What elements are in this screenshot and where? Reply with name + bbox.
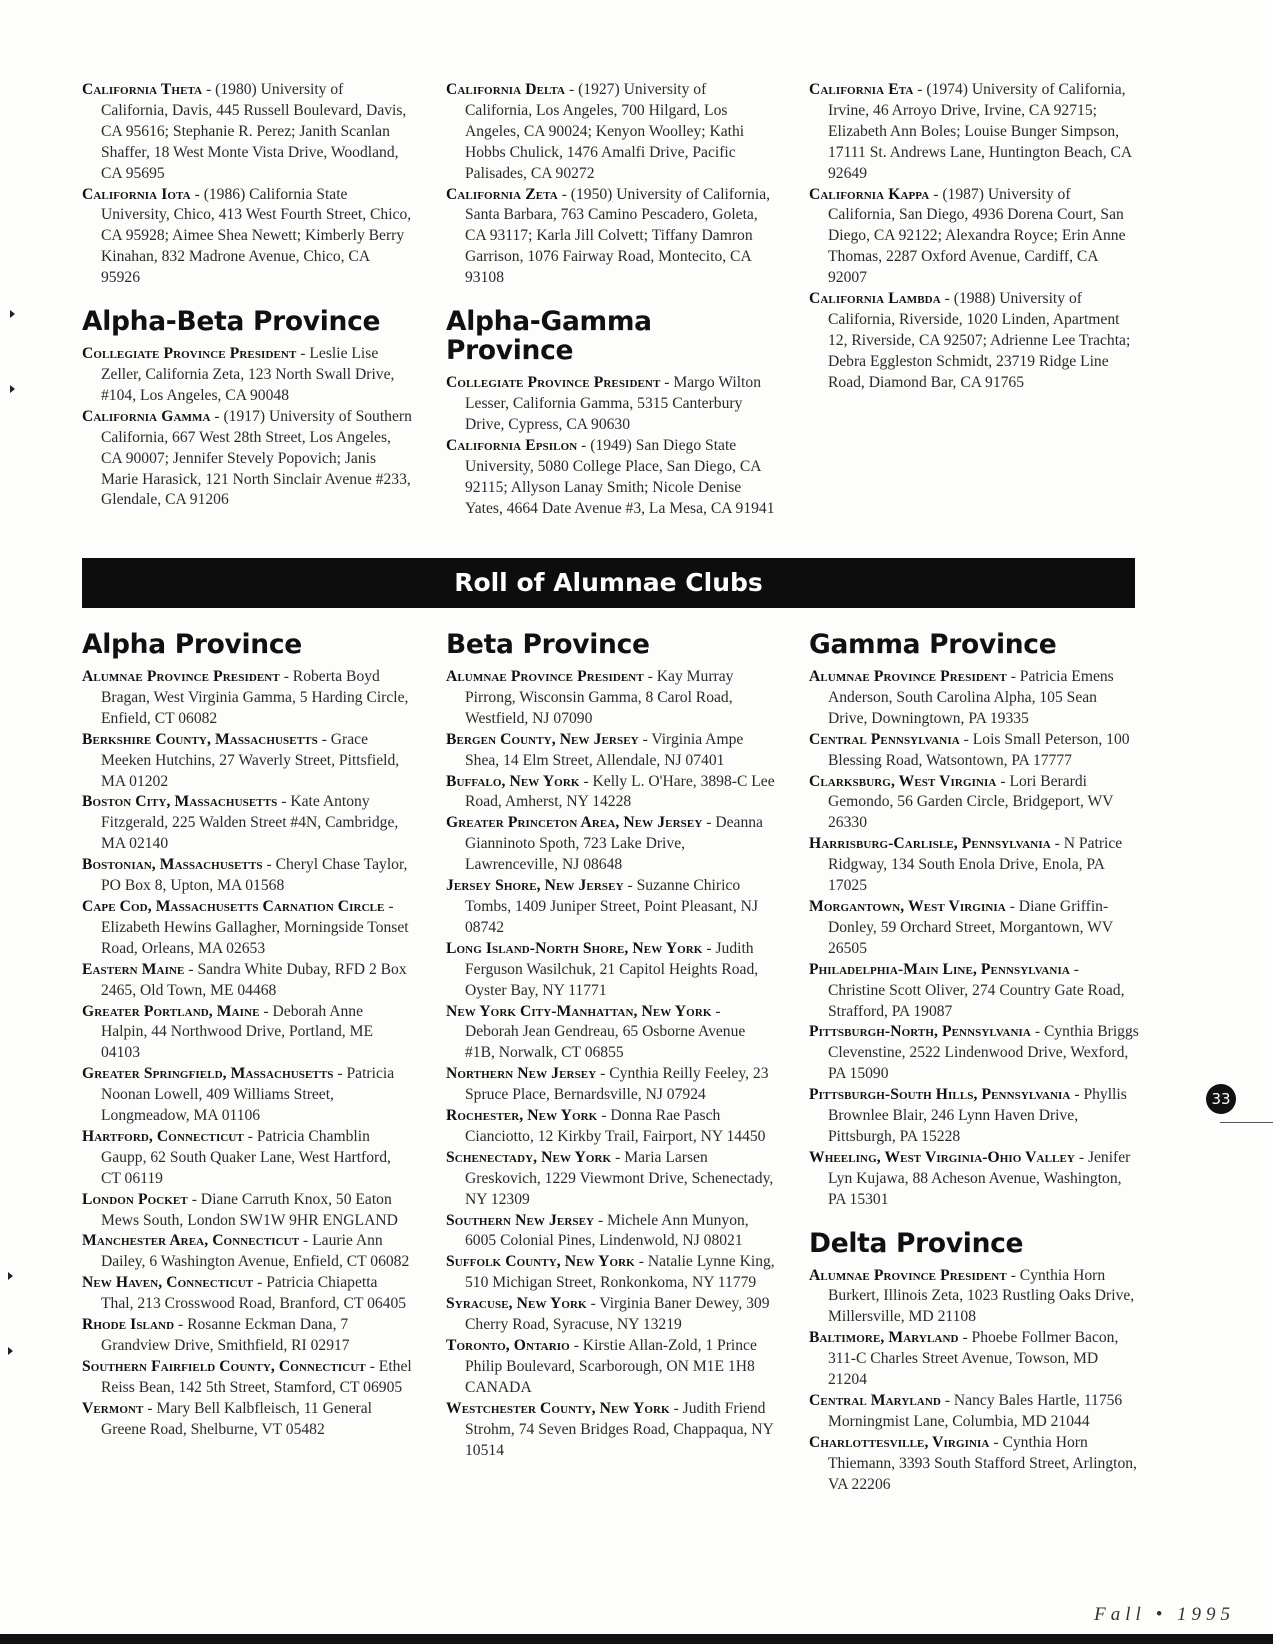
entry-details: - (1987) University of California, San Diego, 4936 Dorena Court, San Diego, CA 92122; Alexandra Royce; Erin Anne Thomas, 2287 Oxford Avenue, Cardiff, CA 92007 — [828, 185, 1126, 287]
entry-details: - Deanna Gianninoto Spoth, 723 Lake Drive, Lawrenceville, NJ 08648 — [465, 814, 763, 874]
entry-name: Alumnae Province President — [446, 668, 644, 685]
entry-name: Schenectady, New York — [446, 1148, 612, 1166]
entry — [809, 960, 1139, 1023]
entry-name: Berkshire County, Massachusetts — [82, 730, 318, 748]
entry-details: - Elizabeth Hewins Gallagher, Morningside Tonset Road, Orleans, MA 02653 — [101, 897, 409, 957]
entry-details: - Phyllis Brownlee Blair, 246 Lynn Haven Drive, Pittsburgh, PA 15228 — [828, 1086, 1127, 1145]
alumnae-column-2 — [446, 630, 776, 1461]
entry — [809, 1328, 1139, 1391]
entry-details: - Nancy Bales Hartle, 11756 Morningmist Lane, Columbia, MD 21044 — [828, 1392, 1123, 1430]
entry-name: Rhode Island — [82, 1316, 175, 1334]
entry — [809, 772, 1139, 835]
entry-details: - Cynthia Reilly Feeley, 23 Spruce Place, Bernardsville, NJ 07924 — [465, 1065, 769, 1104]
entry-list — [446, 667, 776, 1461]
margin-mark — [8, 1272, 13, 1280]
entry-details: - Donna Rae Pasch Cianciotto, 12 Kirkby Trail, Fairport, NY 14450 — [465, 1107, 766, 1145]
entry-details: - Phoebe Follmer Bacon, 311-C Charles Street Avenue, Towson, MD 21204 — [828, 1329, 1119, 1389]
entry-details: - Michele Ann Munyon, 6005 Colonial Pines, Lindenwold, NJ 08021 — [465, 1211, 749, 1250]
entry — [82, 185, 412, 290]
entry — [809, 80, 1139, 185]
entry — [809, 1022, 1139, 1085]
entry-details: - Patricia Chiapetta Thal, 213 Crosswood Road, Branford, CT 06405 — [101, 1274, 407, 1313]
entry — [446, 80, 776, 185]
entry-name: Baltimore, Maryland — [809, 1329, 959, 1347]
entry — [82, 1315, 412, 1357]
entry — [82, 1273, 412, 1315]
entry — [446, 373, 776, 436]
province-heading-gamma: Gamma Province — [809, 629, 1057, 660]
entry-details: - Margo Wilton Lesser, California Gamma, 5315 Canterbury Drive, Cypress, CA 90630 — [465, 374, 761, 433]
entry-name: London Pocket — [82, 1190, 188, 1208]
entry-name: Bostonian, Massachusetts — [82, 856, 263, 874]
entry — [446, 1064, 776, 1106]
entry — [809, 1391, 1139, 1433]
entry-name: Philadelphia-Main Line, Pennsylvania — [809, 960, 1070, 978]
entry-name: California Eta — [809, 81, 914, 98]
entry-list — [446, 80, 776, 289]
entry — [446, 436, 776, 520]
entry-details: - Kelly L. O'Hare, 3898-C Lee Road, Amherst, NY 14228 — [465, 772, 775, 811]
entry — [446, 876, 776, 939]
entry — [82, 407, 412, 512]
entry-details: - Maria Larsen Greskovich, 1229 Viewmont Drive, Schenectady, NY 12309 — [465, 1148, 774, 1208]
entry-list — [82, 344, 412, 511]
entry-details: - Judith Ferguson Wasilchuk, 21 Capitol Heights Road, Oyster Bay, NY 11771 — [465, 939, 759, 999]
entry-name: Suffolk County, New York — [446, 1253, 635, 1271]
entry-list — [82, 667, 412, 1441]
entry-details: - (1950) University of California, Santa Barbara, 763 Camino Pescadero, Goleta, CA 93117; Karla Jill Colvett; Tiffany Damron Garrison, 1076 Fairway Road, Montecito, CA 93108 — [465, 185, 771, 287]
entry-name: Jersey Shore, New Jersey — [446, 877, 624, 895]
entry-name: Cape Cod, Massachusetts Carnation Circle — [82, 897, 385, 915]
entry-name: Collegiate Province President — [82, 345, 297, 363]
entry — [446, 667, 776, 730]
entry-name: Northern New Jersey — [446, 1065, 597, 1083]
entry-name: Clarksburg, West Virginia — [809, 772, 997, 790]
entry — [82, 1002, 412, 1065]
province-heading-beta: Beta Province — [446, 629, 650, 660]
entry-details: - Lois Small Peterson, 100 Blessing Road, Watsontown, PA 17777 — [828, 730, 1130, 769]
entry-name: Alumnae Province President — [809, 1266, 1007, 1284]
entry-name: Harrisburg-Carlisle, Pennsylvania — [809, 835, 1051, 853]
entry — [809, 730, 1139, 772]
entry-name: Toronto, Ontario — [446, 1337, 570, 1354]
alumnae-column-1 — [82, 630, 412, 1441]
entry-details: - Judith Friend Strohm, 74 Seven Bridges Road, Chappaqua, NY 10514 — [465, 1399, 774, 1459]
entry-name: Charlottesville, Virginia — [809, 1433, 990, 1451]
entry-name: California Theta — [82, 81, 203, 98]
entry-name: California Zeta — [446, 185, 558, 203]
entry-details: - Virginia Ampe Shea, 14 Elm Street, Allendale, NJ 07401 — [465, 730, 744, 769]
margin-mark — [10, 310, 15, 318]
entry-name: Central Pennsylvania — [809, 730, 960, 748]
entry-name: Rochester, New York — [446, 1107, 598, 1125]
entry — [809, 897, 1139, 960]
entry — [82, 1064, 412, 1127]
badge-rule — [1220, 1122, 1273, 1123]
entry-details: - Virginia Baner Dewey, 309 Cherry Road, Syracuse, NY 13219 — [465, 1295, 770, 1334]
entry-details: - Cynthia Horn Burkert, Illinois Zeta, 1023 Rustling Oaks Drive, Millersville, MD 21108 — [828, 1266, 1135, 1326]
entry-details: - (1974) University of California, Irvine, 46 Arroyo Drive, Irvine, CA 92715; Elizabeth Ann Boles; Louise Bunger Simpson, 17111 St. Andrews Lane, Huntington Beach, CA 92649 — [828, 81, 1132, 182]
entry-details: - (1927) University of California, Los Angeles, 700 Hilgard, Los Angeles, CA 90024; Kenyon Woolley; Kathi Hobbs Chulick, 1476 Amalfi Drive, Pacific Palisades, CA 90272 — [465, 81, 745, 182]
entry-details: - Sandra White Dubay, RFD 2 Box 2465, Old Town, ME 04468 — [101, 960, 407, 999]
entry-details: - Deborah Jean Gendreau, 65 Osborne Avenue #1B, Norwalk, CT 06855 — [465, 1002, 746, 1062]
entry-details: - Jenifer Lyn Kujawa, 88 Acheson Avenue, Washington, PA 15301 — [828, 1148, 1131, 1208]
entry-list — [809, 1266, 1139, 1496]
entry-name: Pittsburgh-North, Pennsylvania — [809, 1023, 1031, 1041]
entry-details: - Cynthia Horn Thiemann, 3393 South Stafford Street, Arlington, VA 22206 — [828, 1433, 1137, 1493]
entry — [82, 960, 412, 1002]
entry — [446, 1211, 776, 1253]
entry — [446, 1252, 776, 1294]
entry — [446, 1148, 776, 1211]
entry — [446, 1336, 776, 1399]
entry-details: - Kay Murray Pirrong, Wisconsin Gamma, 8 Carol Road, Westfield, NJ 07090 — [465, 668, 734, 727]
province-heading-delta: Delta Province — [809, 1227, 1024, 1259]
entry-details: - Suzanne Chirico Tombs, 1409 Juniper Street, Point Pleasant, NJ 08742 — [465, 877, 759, 936]
entry-name: Alumnae Province President — [809, 668, 1007, 685]
entry — [82, 80, 412, 185]
entry-name: Collegiate Province President — [446, 374, 661, 392]
entry-name: Central Maryland — [809, 1392, 941, 1409]
footer-issue: Fall • 1995 — [1094, 1604, 1235, 1625]
entry-details: - Kate Antony Fitzgerald, 225 Walden Street #4N, Cambridge, MA 02140 — [101, 793, 399, 853]
entry — [809, 1266, 1139, 1329]
entry — [446, 1002, 776, 1065]
entry-details: - (1949) San Diego State University, 5080 College Place, San Diego, CA 92115; Allyson Lanay Smith; Nicole Denise Yates, 4664 Date Avenue #3, La Mesa, CA 91941 — [465, 436, 775, 517]
entry-name: New York City-Manhattan, New York — [446, 1002, 712, 1020]
entry — [809, 1433, 1139, 1496]
entry-list — [809, 80, 1139, 394]
entry-list — [82, 80, 412, 289]
entry — [82, 855, 412, 897]
page-number-badge: 33 — [1206, 1084, 1236, 1114]
entry — [809, 185, 1139, 290]
entry-details: - Diane Carruth Knox, 50 Eaton Mews South, London SW1W 9HR ENGLAND — [101, 1190, 398, 1229]
entry-details: - Patricia Emens Anderson, South Carolina Alpha, 105 Sean Drive, Downingtown, PA 19335 — [828, 668, 1114, 727]
entry-name: Greater Springfield, Massachusetts — [82, 1065, 334, 1083]
entry — [446, 1106, 776, 1148]
entry-details: - Lori Berardi Gemondo, 56 Garden Circle, Bridgeport, WV 26330 — [828, 772, 1114, 832]
entry-details: - Deborah Anne Halpin, 44 Northwood Drive, Portland, ME 04103 — [101, 1002, 373, 1062]
entry-details: - Patricia Chamblin Gaupp, 62 South Quaker Lane, West Hartford, CT 06119 — [101, 1127, 391, 1187]
entry — [82, 1231, 412, 1273]
entry-name: Boston City, Massachusetts — [82, 793, 278, 811]
entry-details: - Cynthia Briggs Clevenstine, 2522 Lindenwood Drive, Wexford, PA 15090 — [828, 1023, 1139, 1083]
entry-details: - (1986) California State University, Chico, 413 West Fourth Street, Chico, CA 95928; Aimee Shea Newett; Kimberly Berry Kinahan, 832 Madrone Avenue, Chico, CA 95926 — [101, 185, 412, 287]
entry-details: - Leslie Lise Zeller, California Zeta, 123 North Swall Drive, #104, Los Angeles, CA 90048 — [101, 345, 395, 404]
entry — [809, 667, 1139, 730]
entry — [446, 1294, 776, 1336]
entry-details: - Kirstie Allan-Zold, 1 Prince Philip Boulevard, Scarborough, ON M1E 1H8 CANADA — [465, 1337, 757, 1396]
entry — [446, 813, 776, 876]
entry-details: - Diane Griffin-Donley, 59 Orchard Street, Morgantown, WV 26505 — [828, 897, 1113, 957]
entry-details: - Laurie Ann Dailey, 6 Washington Avenue, Enfield, CT 06082 — [101, 1232, 410, 1271]
province-heading-alpha-beta: Alpha-Beta Province — [82, 306, 381, 338]
entry-details: - Christine Scott Oliver, 274 Country Gate Road, Strafford, PA 19087 — [828, 960, 1125, 1020]
entry — [82, 1399, 412, 1441]
entry — [82, 1127, 412, 1190]
entry-details: - N Patrice Ridgway, 134 South Enola Drive, Enola, PA 17025 — [828, 835, 1123, 895]
margin-mark — [8, 1347, 13, 1355]
entry-name: Wheeling, West Virginia-Ohio Valley — [809, 1148, 1075, 1166]
entry-name: New Haven, Connecticut — [82, 1274, 254, 1292]
entry-name: Buffalo, New York — [446, 772, 580, 790]
entry-details: - Ethel Reiss Bean, 142 5th Street, Stamford, CT 06905 — [101, 1357, 412, 1396]
entry-name: California Epsilon — [446, 436, 578, 454]
entry — [82, 897, 412, 960]
province-heading-alpha-gamma: Alpha-Gamma Province — [446, 306, 652, 367]
entry-details: - Patricia Noonan Lowell, 409 Williams Street, Longmeadow, MA 01106 — [101, 1065, 395, 1125]
entry — [446, 1399, 776, 1462]
entry-name: Eastern Maine — [82, 960, 185, 978]
entry — [446, 185, 776, 290]
collegiate-column-2 — [446, 80, 776, 519]
entry-name: Morgantown, West Virginia — [809, 897, 1006, 915]
entry — [446, 772, 776, 814]
entry-name: Bergen County, New Jersey — [446, 730, 639, 748]
entry — [82, 1357, 412, 1399]
entry-details: - Cheryl Chase Taylor, PO Box 8, Upton, MA 01568 — [101, 856, 408, 895]
entry — [82, 1190, 412, 1232]
entry-name: Westchester County, New York — [446, 1399, 670, 1417]
entry-name: Southern New Jersey — [446, 1211, 595, 1229]
entry-name: Greater Portland, Maine — [82, 1002, 260, 1020]
entry-name: California Gamma — [82, 407, 211, 425]
alumnae-column-3 — [809, 630, 1139, 1496]
entry-name: California Lambda — [809, 290, 941, 308]
entry-details: - Mary Bell Kalbfleisch, 11 General Greene Road, Shelburne, VT 05482 — [101, 1399, 372, 1438]
entry-name: Long Island-North Shore, New York — [446, 939, 703, 957]
entry-name: Pittsburgh-South Hills, Pennsylvania — [809, 1086, 1071, 1104]
page-edge — [0, 1634, 1273, 1644]
entry — [809, 834, 1139, 897]
entry-list — [809, 667, 1139, 1211]
entry — [82, 667, 412, 730]
entry-name: Southern Fairfield County, Connecticut — [82, 1357, 366, 1375]
entry-details: - (1988) University of California, Riverside, 1020 Linden, Apartment 12, Riverside, CA 92507; Adrienne Lee Trachta; Debra Eggleston Schmidt, 23719 Ridge Line Road, Diamond Bar, CA 91765 — [828, 290, 1131, 391]
entry-name: Manchester Area, Connecticut — [82, 1232, 300, 1250]
entry-name: California Iota — [82, 185, 191, 203]
entry-name: California Delta — [446, 81, 566, 98]
entry — [446, 939, 776, 1002]
province-heading-alpha: Alpha Province — [82, 629, 302, 660]
collegiate-column-3 — [809, 80, 1139, 394]
entry-details: - Roberta Boyd Bragan, West Virginia Gamma, 5 Harding Circle, Enfield, CT 06082 — [101, 668, 409, 727]
entry — [82, 730, 412, 793]
entry-name: Hartford, Connecticut — [82, 1127, 244, 1145]
entry-details: - (1917) University of Southern California, 667 West 28th Street, Los Angeles, CA 90007; Jennifer Stevely Popovich; Janis Marie Harasick, 121 North Sinclair Avenue #233, Glendale, CA 91206 — [101, 407, 412, 509]
entry — [809, 289, 1139, 394]
entry-name: Syracuse, New York — [446, 1295, 587, 1313]
entry-name: Vermont — [82, 1399, 144, 1417]
entry-details: - (1980) University of California, Davis, 445 Russell Boulevard, Davis, CA 95616; Stephanie R. Perez; Janith Scanlan Shaffer, 18 West Monte Vista Drive, Woodland, CA 95695 — [101, 81, 407, 182]
entry-details: - Rosanne Eckman Dana, 7 Grandview Drive, Smithfield, RI 02917 — [101, 1316, 350, 1354]
entry — [809, 1148, 1139, 1211]
entry — [82, 344, 412, 407]
margin-mark — [10, 385, 15, 393]
entry-name: California Kappa — [809, 185, 930, 203]
entry-name: Greater Princeton Area, New Jersey — [446, 814, 703, 832]
entry-details: - Grace Meeken Hutchins, 27 Waverly Street, Pittsfield, MA 01202 — [101, 730, 400, 790]
entry — [809, 1085, 1139, 1148]
entry-name: Alumnae Province President — [82, 668, 280, 685]
entry — [446, 730, 776, 772]
entry-list — [446, 373, 776, 519]
entry-details: - Natalie Lynne King, 510 Michigan Street, Ronkonkoma, NY 11779 — [465, 1253, 775, 1292]
section-banner: Roll of Alumnae Clubs — [82, 558, 1135, 608]
collegiate-column-1 — [82, 80, 412, 511]
entry — [82, 792, 412, 855]
